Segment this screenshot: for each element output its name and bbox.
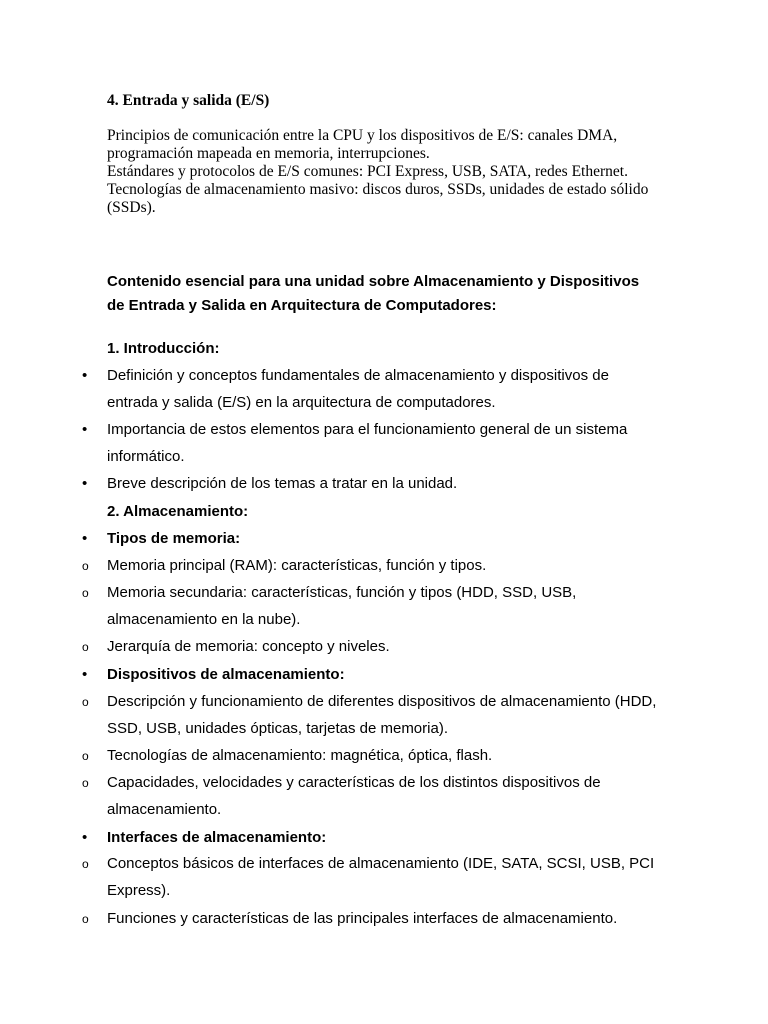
content-title-line-1: Contenido esencial para una unidad sobre Almacenamiento y Dispositivos xyxy=(107,273,640,290)
section-4-line: (SSDs). xyxy=(107,199,156,216)
bullet-marker: • xyxy=(82,530,88,547)
sub-bullet-marker: o xyxy=(82,586,89,600)
interface-item-2: Funciones y características de las principales interfaces de almacenamiento. xyxy=(107,910,618,927)
interface-item-1-line-2: Express). xyxy=(107,882,171,899)
device-item-1-line-1: Descripción y funcionamiento de diferentes dispositivos de almacenamiento (HDD, xyxy=(107,693,657,710)
memory-item-2-line-2: almacenamiento en la nube). xyxy=(107,611,301,628)
section-4-line: programación mapeada en memoria, interrupciones. xyxy=(107,145,430,162)
bullet-marker: • xyxy=(82,829,88,846)
device-item-3-line-2: almacenamiento. xyxy=(107,801,222,818)
device-item-1-line-2: SSD, USB, unidades ópticas, tarjetas de memoria). xyxy=(107,720,448,737)
bullet-marker: • xyxy=(82,421,88,438)
bullet-marker: • xyxy=(82,367,88,384)
memory-item-1: Memoria principal (RAM): características, función y tipos. xyxy=(107,557,487,574)
section-4-line: Tecnologías de almacenamiento masivo: discos duros, SSDs, unidades de estado sólido xyxy=(107,181,649,198)
intro-item-2-line-1: Importancia de estos elementos para el funcionamiento general de un sistema xyxy=(107,421,628,438)
section-4-paragraph xyxy=(107,127,667,217)
memory-item-3: Jerarquía de memoria: concepto y niveles. xyxy=(107,638,390,655)
memory-item-2-line-1: Memoria secundaria: características, función y tipos (HDD, SSD, USB, xyxy=(107,584,577,601)
section-4-heading: 4. Entrada y salida (E/S) xyxy=(107,92,270,109)
section-4-line: Estándares y protocolos de E/S comunes: PCI Express, USB, SATA, redes Ethernet. xyxy=(107,163,628,180)
storage-heading: 2. Almacenamiento: xyxy=(107,503,249,520)
intro-item-3: Breve descripción de los temas a tratar en la unidad. xyxy=(107,475,458,492)
device-item-2: Tecnologías de almacenamiento: magnética, óptica, flash. xyxy=(107,747,493,764)
sub-bullet-marker: o xyxy=(82,749,89,763)
sub-bullet-marker: o xyxy=(82,857,89,871)
sub-bullet-marker: o xyxy=(82,695,89,709)
bullet-marker: • xyxy=(82,475,88,492)
content-title-line-2: de Entrada y Salida en Arquitectura de Computadores: xyxy=(107,297,497,314)
bullet-marker: • xyxy=(82,666,88,683)
devices-heading: Dispositivos de almacenamiento: xyxy=(107,666,345,683)
intro-item-1-line-2: entrada y salida (E/S) en la arquitectura de computadores. xyxy=(107,394,496,411)
sub-bullet-marker: o xyxy=(82,776,89,790)
intro-heading: 1. Introducción: xyxy=(107,340,220,357)
device-item-3-line-1: Capacidades, velocidades y características de los distintos dispositivos de xyxy=(107,774,601,791)
section-4-line: Principios de comunicación entre la CPU y los dispositivos de E/S: canales DMA, xyxy=(107,127,618,144)
interfaces-heading: Interfaces de almacenamiento: xyxy=(107,829,327,846)
sub-bullet-marker: o xyxy=(82,640,89,654)
interface-item-1-line-1: Conceptos básicos de interfaces de almacenamiento (IDE, SATA, SCSI, USB, PCI xyxy=(107,855,655,872)
sub-bullet-marker: o xyxy=(82,912,89,926)
intro-item-2-line-2: informático. xyxy=(107,448,185,465)
memory-types-heading: Tipos de memoria: xyxy=(107,530,241,547)
sub-bullet-marker: o xyxy=(82,559,89,573)
intro-item-1-line-1: Definición y conceptos fundamentales de almacenamiento y dispositivos de xyxy=(107,367,609,384)
